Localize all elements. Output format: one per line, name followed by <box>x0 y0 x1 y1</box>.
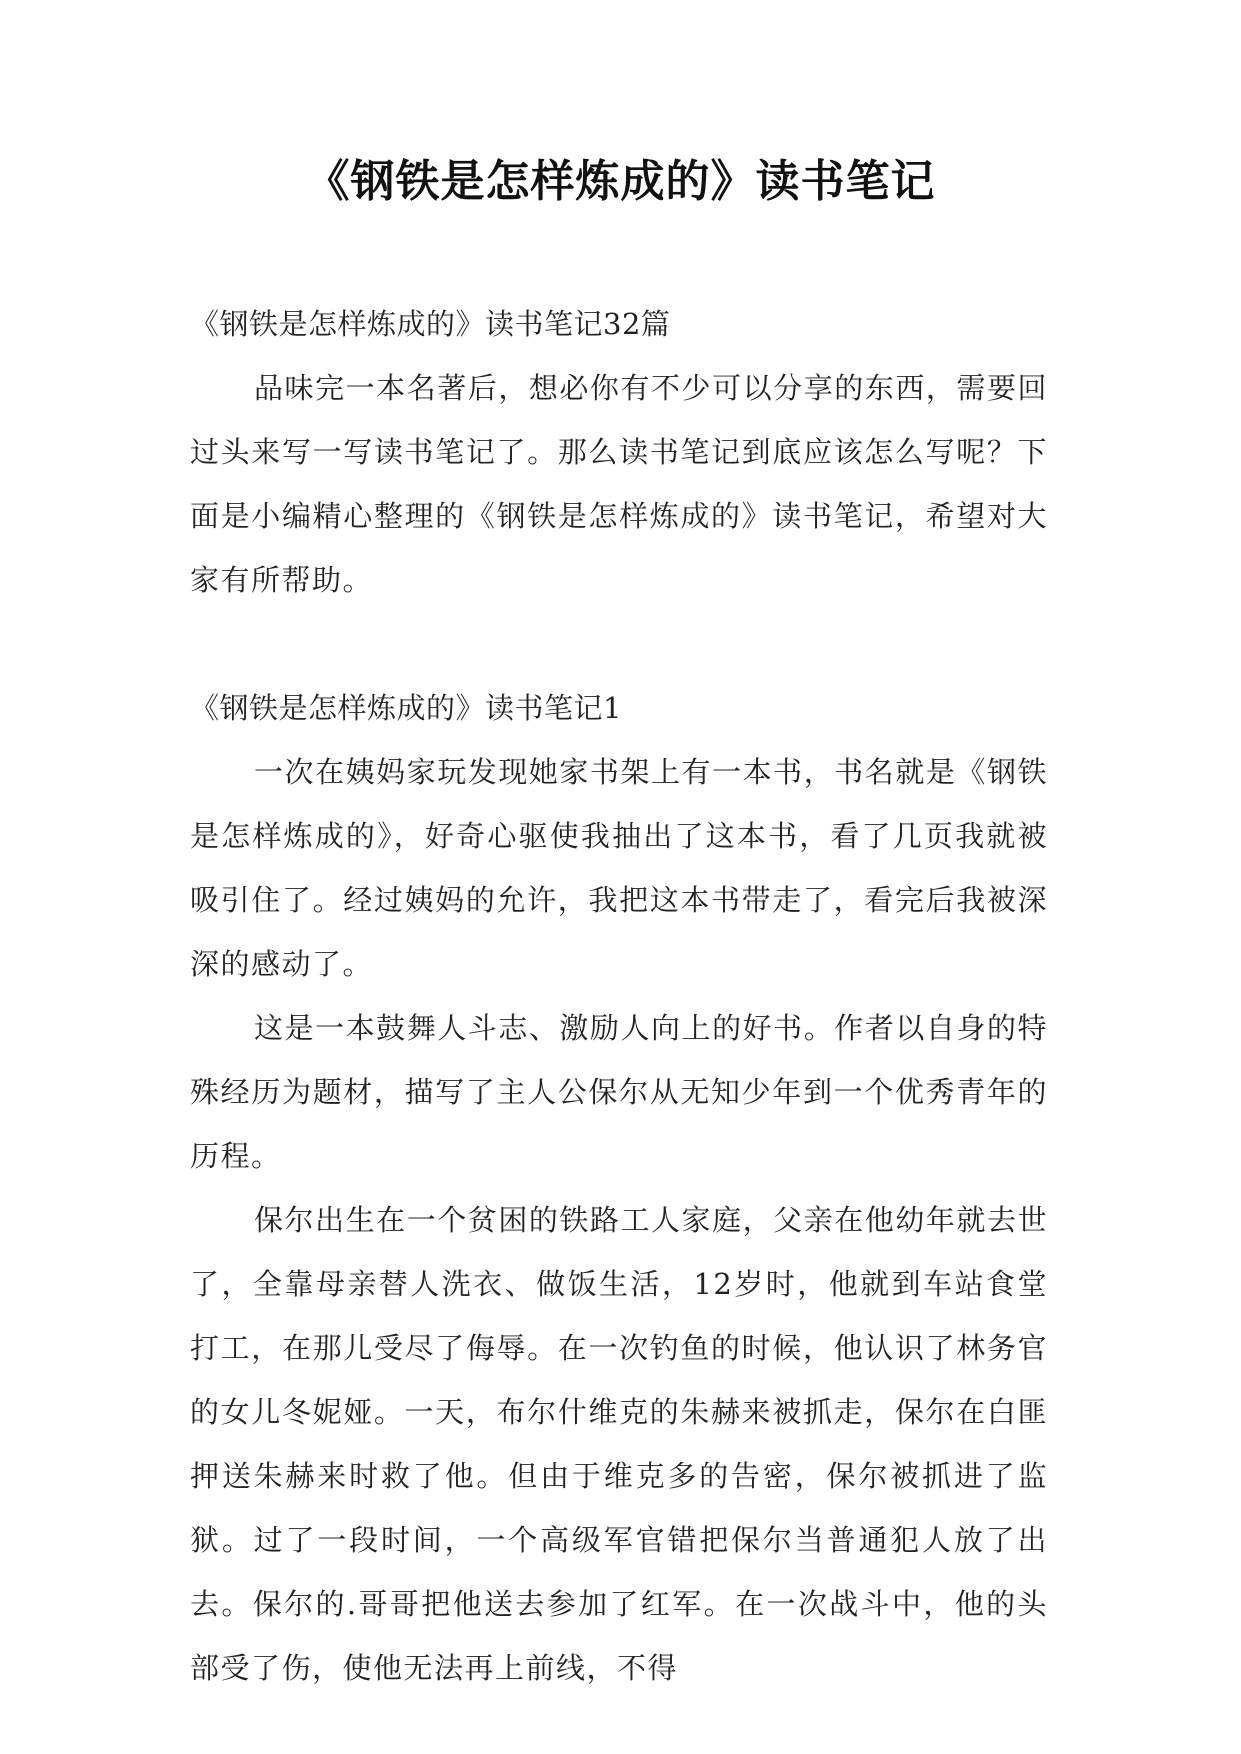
body-paragraph: 保尔出生在一个贫困的铁路工人家庭，父亲在他幼年就去世了，全靠母亲替人洗衣、做饭生活，12岁时，他就到车站食堂打工，在那儿受尽了侮辱。在一次钓鱼的时候，他认识了林务官的女儿冬妮娅。一天，布尔什维克的朱赫来被抓走，保尔在白匪押送朱赫来时救了他。但由于维克多的告密，保尔被抓进了监狱。过了一段时间，一个高级军官错把保尔当普通犯人放了出去。保尔的.哥哥把他送去参加了红军。在一次战斗中，他的头部受了伤，使他无法再上前线，不得 <box>190 1203 1048 1685</box>
document-body <box>190 292 1048 1700</box>
body-paragraph: 一次在姨妈家玩发现她家书架上有一本书，书名就是《钢铁是怎样炼成的》，好奇心驱使我抽出了这本书，看了几页我就被吸引住了。经过姨妈的允许，我把这本书带走了，看完后我被深深的感动了。 <box>190 755 1048 981</box>
body-paragraph: 这是一本鼓舞人斗志、激励人向上的好书。作者以自身的特殊经历为题材，描写了主人公保尔从无知少年到一个优秀青年的历程。 <box>190 1011 1048 1173</box>
collection-heading: 《钢铁是怎样炼成的》读书笔记32篇 <box>190 307 671 341</box>
intro-paragraph: 品味完一本名著后，想必你有不少可以分享的东西，需要回过头来写一写读书笔记了。那么读书笔记到底应该怎么写呢？下面是小编精心整理的《钢铁是怎样炼成的》读书笔记，希望对大家有所帮助。 <box>190 371 1048 597</box>
document-title: 《钢铁是怎样炼成的》读书笔记 <box>305 156 936 207</box>
section-heading: 《钢铁是怎样炼成的》读书笔记1 <box>190 691 622 725</box>
section-spacer <box>190 612 1048 676</box>
